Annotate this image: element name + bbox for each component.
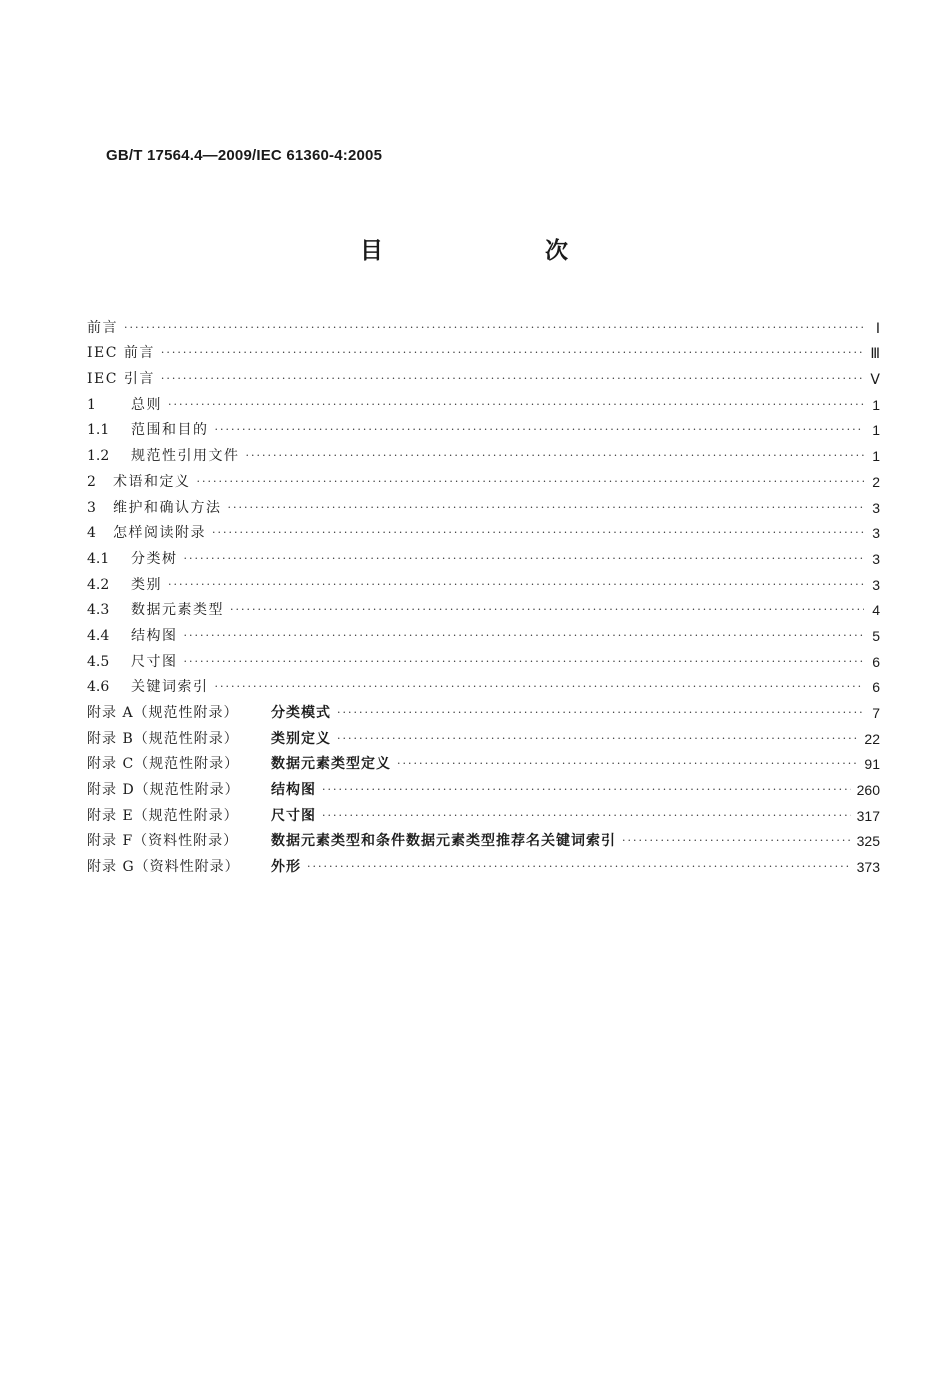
standard-number: GB/T 17564.4—2009/IEC 61360-4:2005 — [106, 147, 383, 164]
dot-leader — [184, 627, 865, 645]
toc-entry-number: 4.3 — [87, 602, 110, 619]
toc-entry-label: 术语和定义 — [113, 473, 191, 490]
dot-leader — [322, 807, 851, 825]
toc-entry-label: IEC 前言 — [87, 345, 155, 362]
toc-entry-page: 2 — [872, 473, 880, 490]
dot-leader — [246, 447, 865, 465]
toc-entry-number: 4.4 — [87, 627, 110, 644]
toc-entry-label: 规范性引用文件 — [131, 448, 240, 465]
toc-entry-page: 3 — [872, 499, 880, 516]
toc-entry-page: 7 — [872, 705, 880, 721]
toc-entry-number: 1.1 — [87, 422, 110, 439]
toc-appendix-label: 尺寸图 — [271, 807, 316, 824]
toc-entry-page: 6 — [872, 679, 880, 696]
dot-leader — [161, 344, 864, 362]
toc-entry-label: 类别 — [131, 576, 162, 593]
toc-entry-iec-foreword[interactable] — [87, 337, 880, 363]
toc-appendix-prefix: 附录 D（规范性附录） — [87, 782, 240, 799]
toc-entry-4-1[interactable] — [87, 542, 880, 568]
toc-entry-number: 4 — [87, 525, 96, 542]
toc-entry-label: 数据元素类型 — [131, 602, 224, 619]
dot-leader — [322, 781, 851, 799]
dot-leader — [168, 396, 864, 414]
toc-entry-page: 325 — [856, 833, 880, 850]
toc-entry-page: 5 — [872, 627, 880, 644]
toc-entry-page: 1 — [872, 396, 880, 413]
toc-appendix-label: 分类模式 — [271, 705, 331, 721]
toc-entry-label: IEC 引言 — [87, 371, 155, 388]
toc-appendix-label: 数据元素类型和条件数据元素类型推荐名关键词索引 — [271, 833, 616, 850]
toc-entry-foreword[interactable] — [87, 311, 880, 337]
toc-appendix-g[interactable] — [87, 850, 880, 876]
dot-leader — [124, 319, 864, 337]
dot-leader — [161, 370, 864, 388]
toc-appendix-prefix: 附录 B（规范性附录） — [87, 730, 239, 747]
toc-appendix-e[interactable] — [87, 799, 880, 825]
toc-entry-iec-introduction[interactable] — [87, 362, 880, 388]
toc-appendix-label: 结构图 — [271, 782, 316, 799]
toc-entry-4-3[interactable] — [87, 594, 880, 620]
dot-leader — [397, 755, 858, 773]
toc-entry-page: 260 — [856, 782, 880, 799]
toc-entry-label: 范围和目的 — [131, 422, 209, 439]
toc-entry-page: 22 — [864, 730, 880, 747]
dot-leader — [215, 421, 865, 439]
toc-entry-4-6[interactable] — [87, 671, 880, 697]
toc-appendix-label: 外形 — [271, 859, 301, 876]
toc-entry-label: 怎样阅读附录 — [113, 525, 206, 542]
toc-entry-page: Ⅲ — [870, 345, 880, 362]
dot-leader — [228, 499, 865, 517]
toc-entry-4-2[interactable] — [87, 568, 880, 594]
toc-appendix-a[interactable] — [87, 696, 880, 722]
toc-entry-page: 3 — [872, 525, 880, 542]
dot-leader — [337, 704, 864, 722]
toc-appendix-f[interactable] — [87, 825, 880, 851]
toc-entry-page: 373 — [856, 859, 880, 876]
dot-leader — [337, 730, 858, 748]
toc-entry-page: Ⅰ — [875, 319, 880, 336]
toc-entry-label: 维护和确认方法 — [113, 499, 222, 516]
toc-appendix-label: 类别定义 — [271, 730, 331, 747]
toc-entry-label: 尺寸图 — [131, 653, 178, 670]
dot-leader — [184, 550, 865, 568]
toc-appendix-prefix: 附录 G（资料性附录） — [87, 859, 240, 876]
toc-entry-page: 1 — [872, 448, 880, 465]
toc-appendix-prefix: 附录 C（规范性附录） — [87, 756, 240, 773]
toc-entry-2[interactable] — [87, 465, 880, 491]
dot-leader — [184, 653, 865, 671]
toc-entry-label: 结构图 — [131, 627, 178, 644]
toc-entry-4-4[interactable] — [87, 619, 880, 645]
dot-leader — [230, 601, 864, 619]
toc-entry-page: 91 — [864, 756, 880, 773]
toc-appendix-prefix: 附录 E（规范性附录） — [87, 807, 239, 824]
toc-appendix-c[interactable] — [87, 748, 880, 774]
toc-appendix-prefix: 附录 F（资料性附录） — [87, 833, 239, 850]
dot-leader — [215, 678, 865, 696]
toc-entry-number: 1 — [87, 396, 96, 413]
toc-appendix-d[interactable] — [87, 773, 880, 799]
toc-entry-label: 关键词索引 — [131, 679, 209, 696]
dot-leader — [168, 576, 864, 594]
toc-entry-4-5[interactable] — [87, 645, 880, 671]
toc-appendix-label: 数据元素类型定义 — [271, 756, 391, 773]
dot-leader — [197, 473, 865, 491]
toc-entry-1-1[interactable] — [87, 414, 880, 440]
toc-entry-page: Ⅴ — [870, 371, 880, 388]
toc-entry-number: 2 — [87, 473, 96, 490]
toc-entry-label: 分类树 — [131, 550, 178, 567]
toc-appendix-b[interactable] — [87, 722, 880, 748]
table-of-contents — [87, 311, 880, 876]
toc-entry-3[interactable] — [87, 491, 880, 517]
toc-entry-4[interactable] — [87, 517, 880, 543]
dot-leader — [307, 858, 851, 876]
toc-appendix-prefix: 附录 A（规范性附录） — [87, 705, 239, 721]
toc-entry-label: 前言 — [87, 319, 118, 336]
toc-entry-number: 4.1 — [87, 550, 110, 567]
toc-entry-1-2[interactable] — [87, 439, 880, 465]
toc-entry-number: 4.5 — [87, 653, 110, 670]
toc-entry-number: 4.2 — [87, 576, 110, 593]
toc-entry-page: 1 — [872, 422, 880, 439]
toc-entry-number: 4.6 — [87, 679, 110, 696]
dot-leader — [622, 832, 851, 850]
toc-entry-1[interactable] — [87, 388, 880, 414]
toc-entry-label: 总则 — [131, 396, 162, 413]
toc-entry-page: 317 — [856, 807, 880, 824]
toc-entry-page: 3 — [872, 576, 880, 593]
page-title: 目 次 — [359, 238, 620, 264]
toc-entry-page: 3 — [872, 550, 880, 567]
toc-entry-number: 3 — [87, 499, 96, 516]
toc-entry-number: 1.2 — [87, 448, 110, 465]
toc-entry-page: 4 — [872, 602, 880, 619]
toc-entry-page: 6 — [872, 653, 880, 670]
dot-leader — [212, 524, 864, 542]
